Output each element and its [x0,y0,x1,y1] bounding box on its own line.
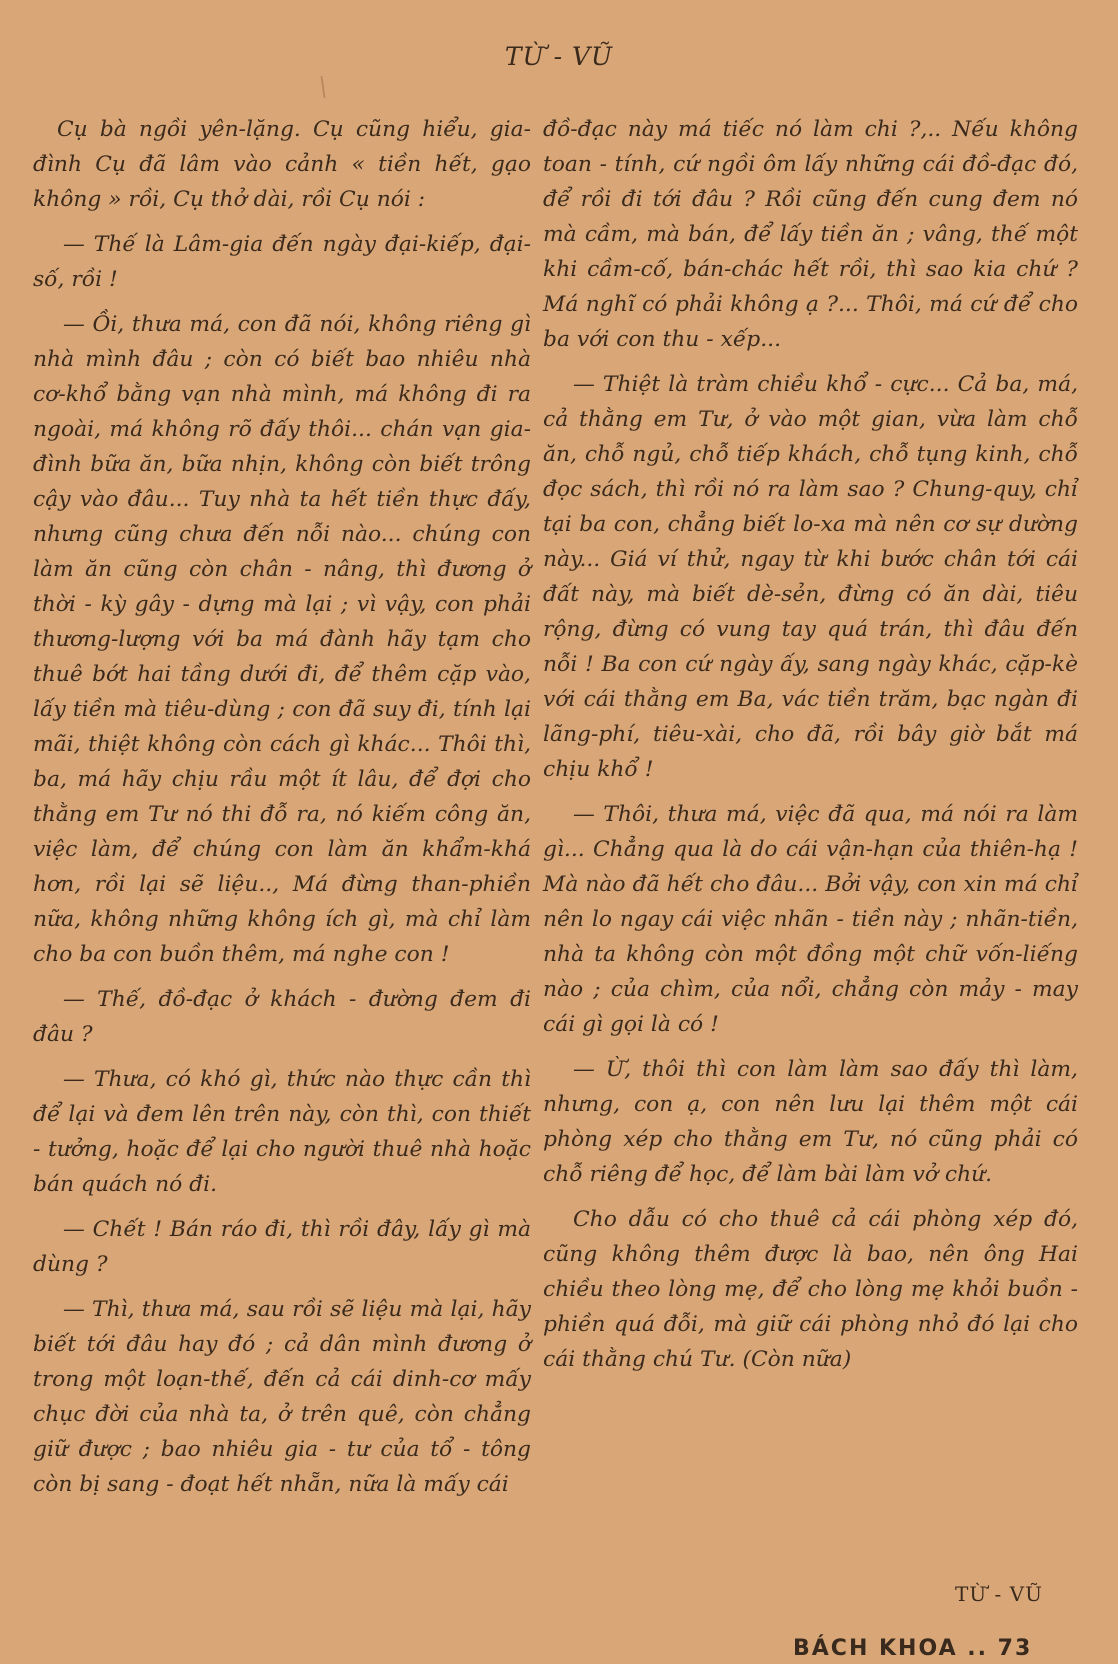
scratch-mark [320,76,325,98]
right-column [543,112,1078,1387]
paragraph: — Thôi, thưa má, việc đã qua, má nói ra làm gì... Chẳng qua là do cái vận-hạn của thiên-hạ ! Mà nào đã hết cho đâu... Bởi vậy, con xin má chỉ nên lo ngay cái việc nhãn - tiền này ; nhãn-tiền, nhà ta không còn một đồng một chữ vốn-liếng nào ; của chìm, của nổi, chẳng còn mảy - may cái gì gọi là có ! [543,802,1078,1037]
paragraph: Cho dẫu có cho thuê cả cái phòng xép đó, cũng không thêm được là bao, nên ông Hai chiều theo lòng mẹ, để cho lòng mẹ khỏi buồn - phiền quá đỗi, mà giữ cái phòng nhỏ đó lại cho cái thằng chú Tư. (Còn nữa) [543,1207,1078,1372]
page-header: TỪ - VŨ [504,42,614,71]
paragraph: — Ừ, thôi thì con làm làm sao đấy thì làm, nhưng, con ạ, con nên lưu lại thêm một cái phòng xép cho thằng em Tư, nó cũng phải có chỗ riêng để học, để làm bài làm vở chứ. [543,1057,1078,1187]
left-column [33,112,531,1512]
paragraph: — Thì, thưa má, sau rồi sẽ liệu mà lại, hãy biết tới đâu hay đó ; cả dân mình đương ở trong một loạn-thế, đến cả cái dinh-cơ mấy chục đời của nhà ta, ở trên quê, còn chẳng giữ được ; bao nhiêu gia - tư của tổ - tông còn bị sang - đoạt hết nhẵn, nữa là mấy cái [33,1297,531,1497]
paragraph: — Thiệt là tràm chiều khổ - cực... Cả ba, má, cả thằng em Tư, ở vào một gian, vừa làm chỗ ăn, chỗ ngủ, chỗ tiếp khách, chỗ tụng kinh, chỗ đọc sách, thì rồi nó ra làm sao ? Chung-quy, chỉ tại ba con, chẳng biết lo-xa mà nên cơ sự dường này... Giá ví thử, ngay từ khi bước chân tới cái đất này, mà biết dè-sẻn, đừng có ăn dài, tiêu rộng, đừng có vung tay quá trán, thì đâu đến nỗi ! Ba con cứ ngày ấy, sang ngày khác, cặp-kè với cái thằng em Ba, vác tiền trăm, bạc ngàn đi lãng-phí, tiêu-xài, cho đã, rồi bây giờ bắt má chịu khổ ! [543,372,1078,782]
paragraph: — Thế là Lâm-gia đến ngày đại-kiếp, đại-số, rồi ! [33,232,531,292]
paragraph: Cụ bà ngồi yên-lặng. Cụ cũng hiểu, gia-đình Cụ đã lâm vào cảnh « tiền hết, gạo không » rồi, Cụ thở dài, rồi Cụ nói : [33,117,531,212]
paragraph: — Thế, đồ-đạc ở khách - đường đem đi đâu ? [33,987,531,1047]
paragraph: — Ồi, thưa má, con đã nói, không riêng gì nhà mình đâu ; còn có biết bao nhiêu nhà cơ-khổ bằng vạn nhà mình, má không đi ra ngoài, má không rõ đấy thôi... chán vạn gia-đình bữa ăn, bữa nhịn, không còn biết trông cậy vào đâu... Tuy nhà ta hết tiền thực đấy, nhưng cũng chưa đến nỗi nào... chúng con làm ăn cũng còn chân - nâng, thì đương ở thời - kỳ gây - dựng mà lại ; vì vậy, con phải thương-lượng với ba má đành hãy tạm cho thuê bớt hai tầng dưới đi, để thêm cặp vào, lấy tiền mà tiêu-dùng ; con đã suy đi, tính lại mãi, thiệt không còn cách gì khác... Thôi thì, ba, má hãy chịu rầu một ít lâu, để đợi cho thằng em Tư nó thi đỗ ra, nó kiếm công ăn, việc làm, để chúng con làm ăn khẩm-khá hơn, rồi lại sẽ liệu.., Má đừng than-phiền nữa, không những không ích gì, mà chỉ làm cho ba con buồn thêm, má nghe con ! [33,312,531,967]
paragraph: — Thưa, có khó gì, thức nào thực cần thì để lại và đem lên trên này, còn thì, con thiết - tưởng, hoặc để lại cho người thuê nhà hoặc bán quách nó đi. [33,1067,531,1197]
paragraph: — Chết ! Bán ráo đi, thì rồi đây, lấy gì mà dùng ? [33,1217,531,1277]
author-signature: TỪ - VŨ [955,1582,1043,1606]
paragraph: đồ-đạc này má tiếc nó làm chi ?,.. Nếu không toan - tính, cứ ngồi ôm lấy những cái đồ-đạc đó, để rồi đi tới đâu ? Rồi cũng đến cung đem nó mà cầm, mà bán, để lấy tiền ăn ; vâng, thế một khi cầm-cố, bán-chác hết rồi, thì sao kia chứ ? Má nghĩ có phải không ạ ?... Thôi, má cứ để cho ba với con thu - xếp... [543,117,1078,352]
page-footer: BÁCH KHOA .. 73 [793,1636,1033,1661]
